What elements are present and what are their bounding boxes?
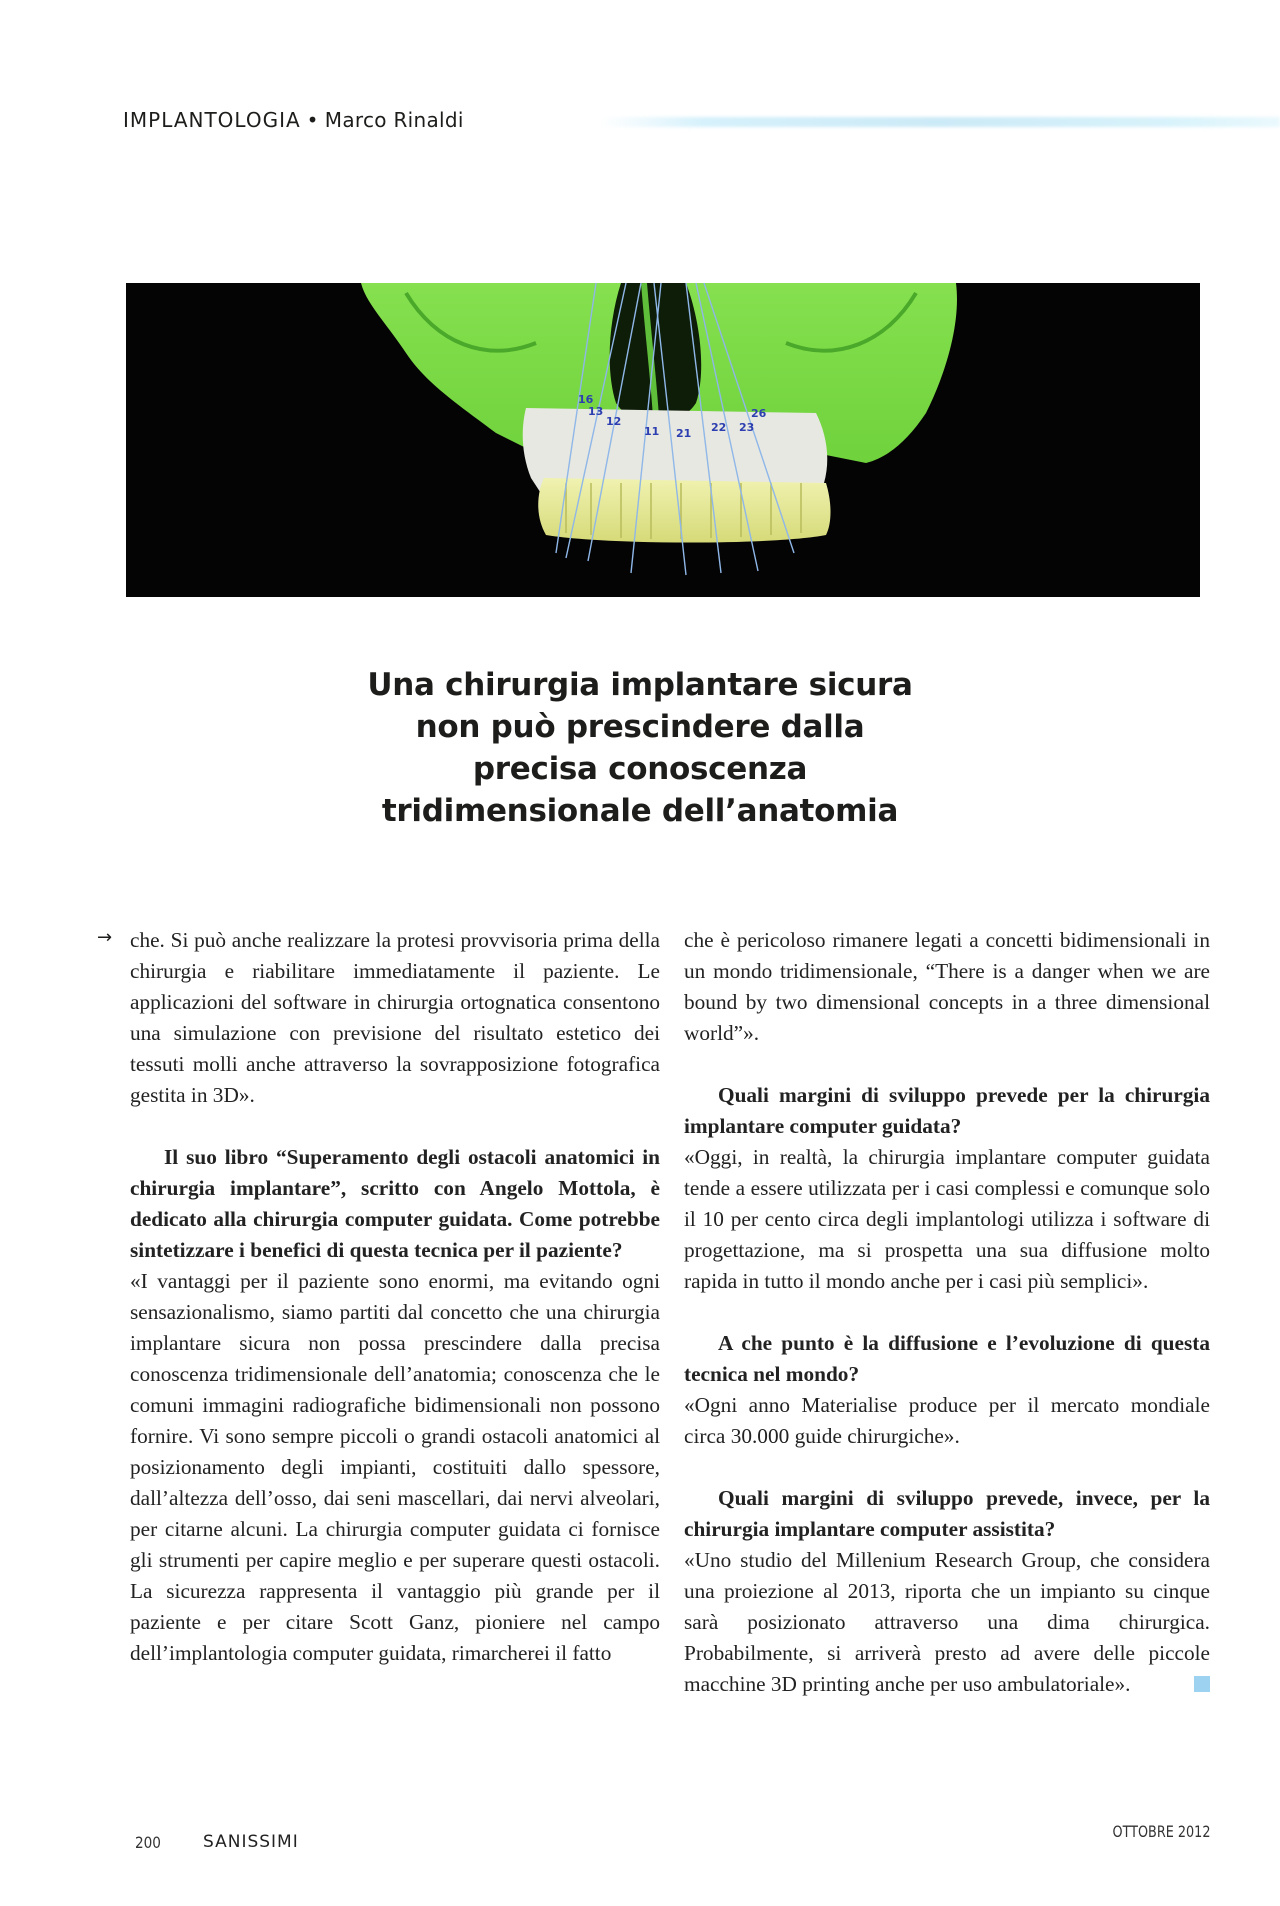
tooth-label-21: 21 — [676, 427, 692, 440]
page-number: 200 — [135, 1833, 161, 1852]
author-name: Marco Rinaldi — [324, 108, 464, 132]
tooth-label-11: 11 — [644, 425, 660, 438]
answer-paragraph: «Ogni anno Materialise produce per il mercato mondiale circa 30.000 guide chirurgiche». — [684, 1393, 1210, 1448]
section-name: IMPLANTOLOGIA — [123, 108, 301, 132]
pull-quote-line: tridimensionale dell’anatomia — [381, 793, 899, 829]
tooth-label-26: 26 — [751, 407, 767, 420]
answer-paragraph: che. Si può anche realizzare la protesi provvisoria prima della chirurgia e riabilitare immediatamente il paziente. Le applicazioni del software in chirurgia ortognatica consentono una simulazione con previsione del risultato estetico dei tessuti molli anche attraverso la sovrapposizione fotografica gestita in 3D». — [130, 928, 660, 1107]
issue-date: OTTOBRE 2012 — [1112, 1822, 1210, 1841]
answer-paragraph: che è pericoloso rimanere legati a concetti bidimensionali in un mondo tridimensionale, “There is a danger when we are bound by two dimensional concepts in a three dimensional world”». — [684, 928, 1210, 1045]
tooth-label-13: 13 — [588, 405, 604, 418]
tooth-label-16: 16 — [578, 393, 594, 406]
interview-question: Il suo libro “Superamento degli ostacoli anatomici in chirurgia implantare”, scritto con Angelo Mottola, è dedicato alla chirurgia computer guidata. Come potrebbe sintetizzare i benefici di questa tecnica per il paziente? — [130, 1145, 660, 1262]
skull-3d-figure — [126, 283, 1200, 597]
answer-paragraph: «I vantaggi per il paziente sono enormi, ma evitando ogni sensazionalismo, siamo partiti dal concetto che una chirurgia implantare sicura non possa prescindere dalla precisa conoscenza tridimensionale dell’anatomia; conoscenza che le comuni immagini radiografiche bidimensionali non possono fornire. Vi sono sempre piccoli o grandi ostacoli anatomici al posizionamento degli impianti, costituiti dallo spessore, dall’altezza dell’osso, dai seni mascellari, dai nervi alveolari, per citarne alcuni. La chirurgia computer guidata ci fornisce gli strumenti per capire meglio e per superare questi ostacoli. La sicurezza rappresenta il vantaggio più grande per il paziente e per citare Scott Ganz, pioniere nel campo dell’implantologia computer guidata, rimarcherei il fatto — [130, 1269, 660, 1665]
tooth-label-22: 22 — [711, 421, 727, 434]
decorative-header-band — [600, 117, 1280, 127]
pull-quote-line: Una chirurgia implantare sicura — [367, 667, 913, 703]
continuation-arrow-icon: → — [97, 927, 113, 948]
answer-paragraph: «Oggi, in realtà, la chirurgia implantare computer guidata tende a essere utilizzata per i casi complessi e comunque solo il 10 per cento circa degli implantologi utilizza i software di progettazione, ma si prospetta una sua diffusione molto rapida in tutto il mondo anche per i casi più semplici». — [684, 1145, 1210, 1293]
interview-question: Quali margini di sviluppo prevede, invece, per la chirurgia implantare computer assistita? — [684, 1486, 1210, 1541]
pull-quote-line: precisa conoscenza — [472, 751, 808, 787]
tooth-label-23: 23 — [739, 421, 755, 434]
running-header — [123, 108, 464, 132]
article-column-left — [130, 925, 660, 1669]
interview-question: Quali margini di sviluppo prevede per la chirurgia implantare computer guidata? — [684, 1083, 1210, 1138]
answer-paragraph: «Uno studio del Millenium Research Group, che considera una proiezione al 2013, riporta che un impianto su cinque sarà posizionato attraverso una dima chirurgica. Probabilmente, si arriverà presto ad avere delle piccole macchine 3D printing anche per uso ambulatoriale». — [684, 1548, 1210, 1696]
separator: • — [306, 108, 319, 132]
maxilla-render — [126, 283, 1200, 597]
end-of-article-mark — [1194, 1676, 1210, 1692]
article-column-right — [684, 925, 1210, 1700]
tooth-label-12: 12 — [606, 415, 622, 428]
magazine-name: SANISSIMI — [203, 1832, 299, 1852]
interview-question: A che punto è la diffusione e l’evoluzione di questa tecnica nel mondo? — [684, 1331, 1210, 1386]
pull-quote-line: non può prescindere dalla — [415, 709, 865, 745]
pull-quote — [330, 664, 950, 832]
